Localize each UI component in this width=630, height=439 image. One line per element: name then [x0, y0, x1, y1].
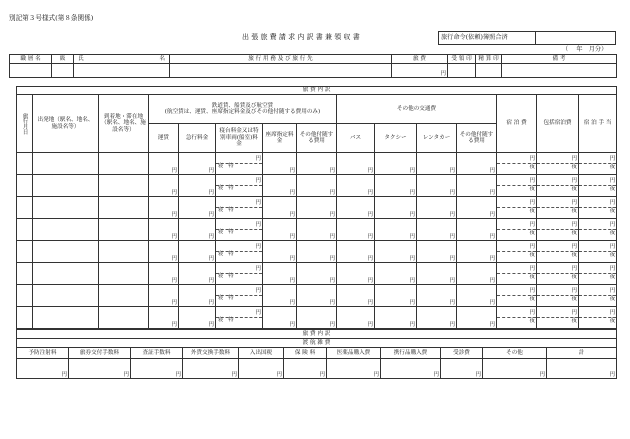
seat-cell[interactable]: 円: [263, 307, 297, 329]
col-receipt-stamp: 受 領 印: [448, 55, 476, 64]
lodging-package-cell[interactable]: [537, 219, 579, 241]
fare-cell[interactable]: 円: [149, 153, 179, 175]
arrival-cell[interactable]: [99, 285, 149, 307]
yen-unit: 円: [529, 156, 535, 163]
other-other-cell[interactable]: 円: [457, 285, 497, 307]
travel-cost-cell[interactable]: 円: [392, 64, 448, 78]
night-mark: 夜: [529, 295, 535, 302]
name-cell[interactable]: [74, 64, 170, 78]
lodging-cell[interactable]: [497, 285, 537, 307]
passport-fee-amount[interactable]: 円: [69, 359, 131, 379]
col-visa-fee: 査証手数料: [131, 348, 183, 359]
overseas-banner: 旅 費 内 訳: [17, 330, 617, 339]
page-title: 出 張 旅 費 請 求 内 訳 書 兼 領 収 書: [242, 33, 360, 41]
yen-unit: 円: [255, 310, 261, 317]
yen-unit: 円: [609, 266, 616, 273]
night-mark: 夜: [529, 251, 535, 258]
sleeper-cell[interactable]: [216, 241, 263, 263]
night-mark: 夜: [529, 273, 535, 280]
sleeper-cell[interactable]: [216, 197, 263, 219]
night-mark: 夜: [571, 207, 577, 214]
night-mark: 夜: [609, 229, 616, 236]
night-mark: 夜: [571, 251, 577, 258]
col-insurance: 保 険 料: [284, 348, 327, 359]
lodging-package-cell[interactable]: [537, 241, 579, 263]
fare-cell[interactable]: 円: [149, 263, 179, 285]
night-mark: 夜: [529, 185, 535, 192]
col-vaccination: 予防注射料: [17, 348, 69, 359]
arrival-cell[interactable]: [99, 219, 149, 241]
departure-cell[interactable]: [33, 153, 99, 175]
departure-tax-amount[interactable]: 円: [239, 359, 284, 379]
yen-unit: 円: [609, 200, 616, 207]
col-name: 氏 名: [74, 55, 170, 64]
table-row: [17, 307, 617, 329]
bus-cell[interactable]: 円: [337, 307, 375, 329]
date-cell[interactable]: [17, 219, 33, 241]
yen-unit: 円: [255, 244, 261, 251]
express-cell[interactable]: 円: [179, 241, 216, 263]
lodging-cell[interactable]: [497, 175, 537, 197]
night-mark: 夜: [609, 317, 616, 324]
allowance-cell[interactable]: [579, 175, 617, 197]
col-medicine: 医薬品購入費: [327, 348, 381, 359]
col-sleeper: 寝台料金又は特別車両(船室)料金: [216, 124, 263, 153]
sleeper-cell[interactable]: [216, 307, 263, 329]
lodging-cell[interactable]: [497, 307, 537, 329]
other-other-cell[interactable]: 円: [457, 241, 497, 263]
rental-cell[interactable]: 円: [417, 263, 457, 285]
yen-unit: 円: [609, 156, 616, 163]
fare-cell[interactable]: 円: [149, 241, 179, 263]
sleeper-cell[interactable]: [216, 153, 263, 175]
yen-unit: 円: [571, 200, 577, 207]
yen-unit: 円: [609, 288, 616, 295]
allowance-cell[interactable]: [579, 219, 617, 241]
sleeper-cell[interactable]: [216, 175, 263, 197]
night-mark: 夜: [609, 185, 616, 192]
seat-cell[interactable]: 円: [263, 197, 297, 219]
arrival-cell[interactable]: [99, 263, 149, 285]
yen-unit: 円: [571, 266, 577, 273]
night-mark: 夜: [609, 295, 616, 302]
yen-unit: 円: [609, 310, 616, 317]
col-other: その他: [483, 348, 547, 359]
rail-other-cell[interactable]: 円: [297, 263, 337, 285]
bus-cell[interactable]: 円: [337, 285, 375, 307]
staff-table: [9, 54, 617, 78]
insurance-amount[interactable]: 円: [284, 359, 327, 379]
yen-unit: 円: [571, 156, 577, 163]
night-mark: 夜: [609, 251, 616, 258]
rail-fare-group: 鉄道賃、船賃及び航空賃 (航空賃は、運賃、座席指定料金及びその他付随する費用のみ): [149, 95, 337, 124]
express-cell[interactable]: 円: [179, 263, 216, 285]
allowance-cell[interactable]: [579, 307, 617, 329]
other-other-cell[interactable]: 円: [457, 175, 497, 197]
purpose-cell[interactable]: [170, 64, 392, 78]
express-cell[interactable]: 円: [179, 285, 216, 307]
vaccination-amount[interactable]: 円: [17, 359, 69, 379]
rental-cell[interactable]: 円: [417, 197, 457, 219]
col-departure: 出発地（駅名、地名、施設名等）: [33, 95, 99, 153]
arrival-cell[interactable]: [99, 197, 149, 219]
col-total: 計: [547, 348, 617, 359]
arrival-cell[interactable]: [99, 307, 149, 329]
col-fare: 運賃: [149, 124, 179, 153]
medical-exam-amount[interactable]: 円: [441, 359, 483, 379]
express-cell[interactable]: 円: [179, 219, 216, 241]
sleeper-mark: 寝 特: [218, 162, 234, 169]
date-cell[interactable]: [17, 285, 33, 307]
visa-fee-amount[interactable]: 円: [131, 359, 183, 379]
sleeper-mark: 寝 特: [218, 316, 234, 323]
bus-cell[interactable]: 円: [337, 241, 375, 263]
rail-other-cell[interactable]: 円: [297, 197, 337, 219]
col-passport-fee: 旅券交付手数料: [69, 348, 131, 359]
night-mark: 夜: [609, 163, 616, 170]
departure-cell[interactable]: [33, 307, 99, 329]
col-grade: 級: [52, 55, 74, 64]
other-other-cell[interactable]: 円: [457, 153, 497, 175]
travel-breakdown-table: [16, 86, 617, 329]
remarks-cell[interactable]: [502, 64, 617, 78]
other-transport-group: その他の交通費: [337, 95, 497, 124]
express-cell[interactable]: 円: [179, 197, 216, 219]
table-row: [17, 263, 617, 285]
col-date: 旅行月日: [17, 95, 33, 153]
other-other-cell[interactable]: 円: [457, 197, 497, 219]
taxi-cell[interactable]: 円: [375, 285, 417, 307]
period-label: （ 年 月分）: [562, 46, 608, 53]
col-settle-stamp: 精 算 印: [476, 55, 502, 64]
other-other-cell[interactable]: 円: [457, 263, 497, 285]
yen-unit: 円: [529, 222, 535, 229]
date-cell[interactable]: [17, 263, 33, 285]
col-other-other: その他付随する費用: [457, 124, 497, 153]
yen-unit: 円: [529, 288, 535, 295]
departure-cell[interactable]: [33, 263, 99, 285]
col-remarks: 備 考: [502, 55, 617, 64]
rental-cell[interactable]: 円: [417, 175, 457, 197]
lodging-cell[interactable]: [497, 197, 537, 219]
medicine-amount[interactable]: 円: [327, 359, 381, 379]
sleeper-mark: 寝 特: [218, 272, 234, 279]
yen-unit: 円: [255, 266, 261, 273]
col-express: 急行料金: [179, 124, 216, 153]
fare-cell[interactable]: 円: [149, 175, 179, 197]
night-mark: 夜: [571, 295, 577, 302]
yen-unit: 円: [255, 288, 261, 295]
lodging-cell[interactable]: [497, 153, 537, 175]
col-arrival: 到着地・滞在地（駅名、地名、施設名等）: [99, 95, 149, 153]
night-mark: 夜: [529, 207, 535, 214]
night-mark: 夜: [609, 273, 616, 280]
fare-cell[interactable]: 円: [149, 285, 179, 307]
yen-unit: 円: [529, 244, 535, 251]
yen-unit: 円: [571, 310, 577, 317]
seat-cell[interactable]: 円: [263, 175, 297, 197]
taxi-cell[interactable]: 円: [375, 197, 417, 219]
rental-cell[interactable]: 円: [417, 307, 457, 329]
bus-cell[interactable]: 円: [337, 263, 375, 285]
table-row: [17, 175, 617, 197]
sleeper-cell[interactable]: [216, 219, 263, 241]
rental-cell[interactable]: 円: [417, 219, 457, 241]
col-departure-tax: 入出国税: [239, 348, 284, 359]
allowance-cell[interactable]: [579, 263, 617, 285]
lodging-package-cell[interactable]: [537, 307, 579, 329]
night-mark: 夜: [571, 273, 577, 280]
lodging-package-cell[interactable]: [537, 263, 579, 285]
table-row: [17, 285, 617, 307]
taxi-cell[interactable]: 円: [375, 219, 417, 241]
night-mark: 夜: [529, 317, 535, 324]
col-bus: バス: [337, 124, 375, 153]
bus-cell[interactable]: 円: [337, 197, 375, 219]
overseas-sub-banner: 渡 航 雑 費: [17, 339, 617, 348]
bus-cell[interactable]: 円: [337, 175, 375, 197]
rental-cell[interactable]: 円: [417, 153, 457, 175]
departure-cell[interactable]: [33, 241, 99, 263]
yen-unit: 円: [609, 244, 616, 251]
seat-cell[interactable]: 円: [263, 263, 297, 285]
table-row: [17, 197, 617, 219]
night-mark: 夜: [571, 163, 577, 170]
seat-cell[interactable]: 円: [263, 153, 297, 175]
seat-cell[interactable]: 円: [263, 285, 297, 307]
rail-other-cell[interactable]: 円: [297, 285, 337, 307]
col-position: 職 層 名: [10, 55, 52, 64]
night-mark: 夜: [529, 163, 535, 170]
rail-other-cell[interactable]: 円: [297, 153, 337, 175]
bus-cell[interactable]: 円: [337, 153, 375, 175]
lodging-cell[interactable]: [497, 263, 537, 285]
other-other-cell[interactable]: 円: [457, 307, 497, 329]
col-travel-cost: 旅 費: [392, 55, 448, 64]
sleeper-cell[interactable]: [216, 285, 263, 307]
yen-unit: 円: [571, 222, 577, 229]
lodging-package-cell[interactable]: [537, 197, 579, 219]
allowance-cell[interactable]: [579, 197, 617, 219]
fare-cell[interactable]: 円: [149, 307, 179, 329]
yen-unit: 円: [529, 266, 535, 273]
taxi-cell[interactable]: 円: [375, 307, 417, 329]
carry-items-amount[interactable]: 円: [381, 359, 441, 379]
arrival-cell[interactable]: [99, 153, 149, 175]
col-lodging: 宿 泊 費: [497, 95, 537, 153]
col-purpose: 旅 行 用 務 及 び 旅 行 先: [170, 55, 392, 64]
total-amount[interactable]: 円: [547, 359, 617, 379]
yen-unit: 円: [255, 222, 261, 229]
other-other-cell[interactable]: 円: [457, 219, 497, 241]
yen-unit: 円: [609, 178, 616, 185]
taxi-cell[interactable]: 円: [375, 175, 417, 197]
seat-cell[interactable]: 円: [263, 219, 297, 241]
yen-unit: 円: [571, 178, 577, 185]
departure-cell[interactable]: [33, 197, 99, 219]
arrival-cell[interactable]: [99, 241, 149, 263]
lodging-cell[interactable]: [497, 241, 537, 263]
settle-stamp-cell[interactable]: [476, 64, 502, 78]
taxi-cell[interactable]: 円: [375, 241, 417, 263]
col-rail-other: その他付随する費用: [297, 124, 337, 153]
taxi-cell[interactable]: 円: [375, 263, 417, 285]
allowance-cell[interactable]: [579, 153, 617, 175]
date-cell[interactable]: [17, 153, 33, 175]
fare-cell[interactable]: 円: [149, 197, 179, 219]
yen-unit: 円: [529, 310, 535, 317]
date-cell[interactable]: [17, 197, 33, 219]
breakdown-banner: 旅 費 内 訳: [17, 87, 617, 95]
bus-cell[interactable]: 円: [337, 219, 375, 241]
col-lodging-allowance: 宿 泊 手 当: [579, 95, 617, 153]
form-label: 別記第３号様式(第８条関係): [9, 14, 94, 22]
order-check-box: [438, 31, 616, 45]
night-mark: 夜: [571, 185, 577, 192]
table-row: [17, 153, 617, 175]
sleeper-mark: 寝 特: [218, 184, 234, 191]
lodging-package-cell[interactable]: [537, 285, 579, 307]
night-mark: 夜: [571, 229, 577, 236]
date-cell[interactable]: [17, 241, 33, 263]
sleeper-mark: 寝 特: [218, 206, 234, 213]
col-lodging-package: 包括宿泊費: [537, 95, 579, 153]
lodging-cell[interactable]: [497, 219, 537, 241]
yen-unit: 円: [255, 200, 261, 207]
night-mark: 夜: [609, 207, 616, 214]
yen-unit: 円: [529, 200, 535, 207]
night-mark: 夜: [571, 317, 577, 324]
yen-unit: 円: [255, 178, 261, 185]
table-row: [17, 241, 617, 263]
seat-cell[interactable]: 円: [263, 241, 297, 263]
yen-unit: 円: [571, 244, 577, 251]
night-mark: 夜: [529, 229, 535, 236]
yen-unit: 円: [571, 288, 577, 295]
departure-cell[interactable]: [33, 175, 99, 197]
col-rental: レンタカー: [417, 124, 457, 153]
rail-other-cell[interactable]: 円: [297, 241, 337, 263]
rail-other-cell[interactable]: 円: [297, 175, 337, 197]
express-cell[interactable]: 円: [179, 175, 216, 197]
lodging-package-cell[interactable]: [537, 153, 579, 175]
rail-other-cell[interactable]: 円: [297, 219, 337, 241]
yen-unit: 円: [529, 178, 535, 185]
fare-cell[interactable]: 円: [149, 219, 179, 241]
exchange-fee-amount[interactable]: 円: [183, 359, 239, 379]
express-cell[interactable]: 円: [179, 153, 216, 175]
col-exchange-fee: 外貨交換手数料: [183, 348, 239, 359]
express-cell[interactable]: 円: [179, 307, 216, 329]
sleeper-mark: 寝 特: [218, 294, 234, 301]
rental-cell[interactable]: 円: [417, 241, 457, 263]
allowance-cell[interactable]: [579, 241, 617, 263]
date-cell[interactable]: [17, 175, 33, 197]
grade-cell[interactable]: [52, 64, 74, 78]
lodging-package-cell[interactable]: [537, 175, 579, 197]
order-check-stamp-area: [535, 32, 536, 44]
position-cell[interactable]: [10, 64, 52, 78]
col-seat: 座席指定料金: [263, 124, 297, 153]
sleeper-mark: 寝 特: [218, 228, 234, 235]
receipt-stamp-cell[interactable]: [448, 64, 476, 78]
departure-cell[interactable]: [33, 285, 99, 307]
departure-cell[interactable]: [33, 219, 99, 241]
overseas-cost-table: [16, 329, 617, 379]
col-taxi: タクシー: [375, 124, 417, 153]
rail-other-cell[interactable]: 円: [297, 307, 337, 329]
col-carry-items: 携行品購入費: [381, 348, 441, 359]
allowance-cell[interactable]: [579, 285, 617, 307]
sleeper-cell[interactable]: [216, 263, 263, 285]
yen-unit: 円: [609, 222, 616, 229]
table-row: [17, 219, 617, 241]
other-amount[interactable]: 円: [483, 359, 547, 379]
rental-cell[interactable]: 円: [417, 285, 457, 307]
arrival-cell[interactable]: [99, 175, 149, 197]
col-medical-exam: 受診費: [441, 348, 483, 359]
order-check-label: 旅行命令(依頼)簿照合済: [441, 34, 508, 41]
date-cell[interactable]: [17, 307, 33, 329]
taxi-cell[interactable]: 円: [375, 153, 417, 175]
sleeper-mark: 寝 特: [218, 250, 234, 257]
yen-unit: 円: [255, 156, 261, 163]
